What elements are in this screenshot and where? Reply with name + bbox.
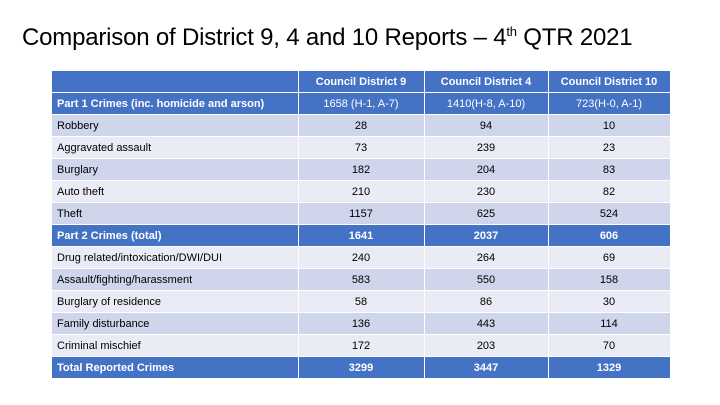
row-label: Part 1 Crimes (inc. homicide and arson) bbox=[52, 93, 298, 115]
row-label: Robbery bbox=[52, 115, 298, 137]
table-row bbox=[52, 225, 670, 247]
table-row bbox=[52, 291, 670, 313]
row-value: 550 bbox=[424, 269, 548, 291]
row-value: 2037 bbox=[424, 225, 548, 247]
row-value: 86 bbox=[424, 291, 548, 313]
row-value: 723(H-0, A-1) bbox=[548, 93, 670, 115]
row-label: Part 2 Crimes (total) bbox=[52, 225, 298, 247]
row-value: 3447 bbox=[424, 357, 548, 379]
row-label: Theft bbox=[52, 203, 298, 225]
row-value: 3299 bbox=[298, 357, 424, 379]
table-body bbox=[52, 93, 670, 379]
table-row bbox=[52, 115, 670, 137]
row-value: 158 bbox=[548, 269, 670, 291]
row-value: 203 bbox=[424, 335, 548, 357]
row-value: 69 bbox=[548, 247, 670, 269]
title-superscript: th bbox=[506, 24, 517, 39]
table-row bbox=[52, 159, 670, 181]
table-row bbox=[52, 181, 670, 203]
row-value: 70 bbox=[548, 335, 670, 357]
row-label: Burglary of residence bbox=[52, 291, 298, 313]
row-value: 136 bbox=[298, 313, 424, 335]
row-value: 443 bbox=[424, 313, 548, 335]
table-row bbox=[52, 203, 670, 225]
row-value: 94 bbox=[424, 115, 548, 137]
table-row bbox=[52, 357, 670, 379]
title-main: Comparison of District 9, 4 and 10 Reports – 4 bbox=[22, 24, 507, 51]
table-row bbox=[52, 335, 670, 357]
row-value: 1658 (H-1, A-7) bbox=[298, 93, 424, 115]
table-row bbox=[52, 313, 670, 335]
row-value: 82 bbox=[548, 181, 670, 203]
row-value: 182 bbox=[298, 159, 424, 181]
row-label: Auto theft bbox=[52, 181, 298, 203]
row-value: 583 bbox=[298, 269, 424, 291]
row-label: Criminal mischief bbox=[52, 335, 298, 357]
row-value: 1329 bbox=[548, 357, 670, 379]
row-value: 204 bbox=[424, 159, 548, 181]
row-value: 73 bbox=[298, 137, 424, 159]
row-value: 264 bbox=[424, 247, 548, 269]
crime-comparison-table bbox=[52, 71, 671, 379]
row-value: 1410(H-8, A-10) bbox=[424, 93, 548, 115]
title-tail: QTR 2021 bbox=[516, 24, 633, 51]
row-label: Burglary bbox=[52, 159, 298, 181]
row-value: 10 bbox=[548, 115, 670, 137]
row-label: Total Reported Crimes bbox=[52, 357, 298, 379]
row-value: 1157 bbox=[298, 203, 424, 225]
row-value: 28 bbox=[298, 115, 424, 137]
row-label: Assault/fighting/harassment bbox=[52, 269, 298, 291]
row-label: Drug related/intoxication/DWI/DUI bbox=[52, 247, 298, 269]
header-cell: Council District 10 bbox=[548, 71, 670, 93]
row-value: 83 bbox=[548, 159, 670, 181]
row-value: 30 bbox=[548, 291, 670, 313]
table-row bbox=[52, 269, 670, 291]
slide-title bbox=[22, 24, 632, 52]
row-value: 23 bbox=[548, 137, 670, 159]
row-value: 625 bbox=[424, 203, 548, 225]
header-cell: Council District 9 bbox=[298, 71, 424, 93]
row-value: 1641 bbox=[298, 225, 424, 247]
row-value: 239 bbox=[424, 137, 548, 159]
row-value: 230 bbox=[424, 181, 548, 203]
row-value: 172 bbox=[298, 335, 424, 357]
row-value: 210 bbox=[298, 181, 424, 203]
row-value: 524 bbox=[548, 203, 670, 225]
header-cell bbox=[52, 71, 298, 93]
row-value: 114 bbox=[548, 313, 670, 335]
table-row bbox=[52, 247, 670, 269]
row-label: Family disturbance bbox=[52, 313, 298, 335]
row-label: Aggravated assault bbox=[52, 137, 298, 159]
table-row bbox=[52, 93, 670, 115]
header-cell: Council District 4 bbox=[424, 71, 548, 93]
row-value: 606 bbox=[548, 225, 670, 247]
table-row bbox=[52, 137, 670, 159]
row-value: 58 bbox=[298, 291, 424, 313]
table-header-row bbox=[52, 71, 670, 93]
row-value: 240 bbox=[298, 247, 424, 269]
